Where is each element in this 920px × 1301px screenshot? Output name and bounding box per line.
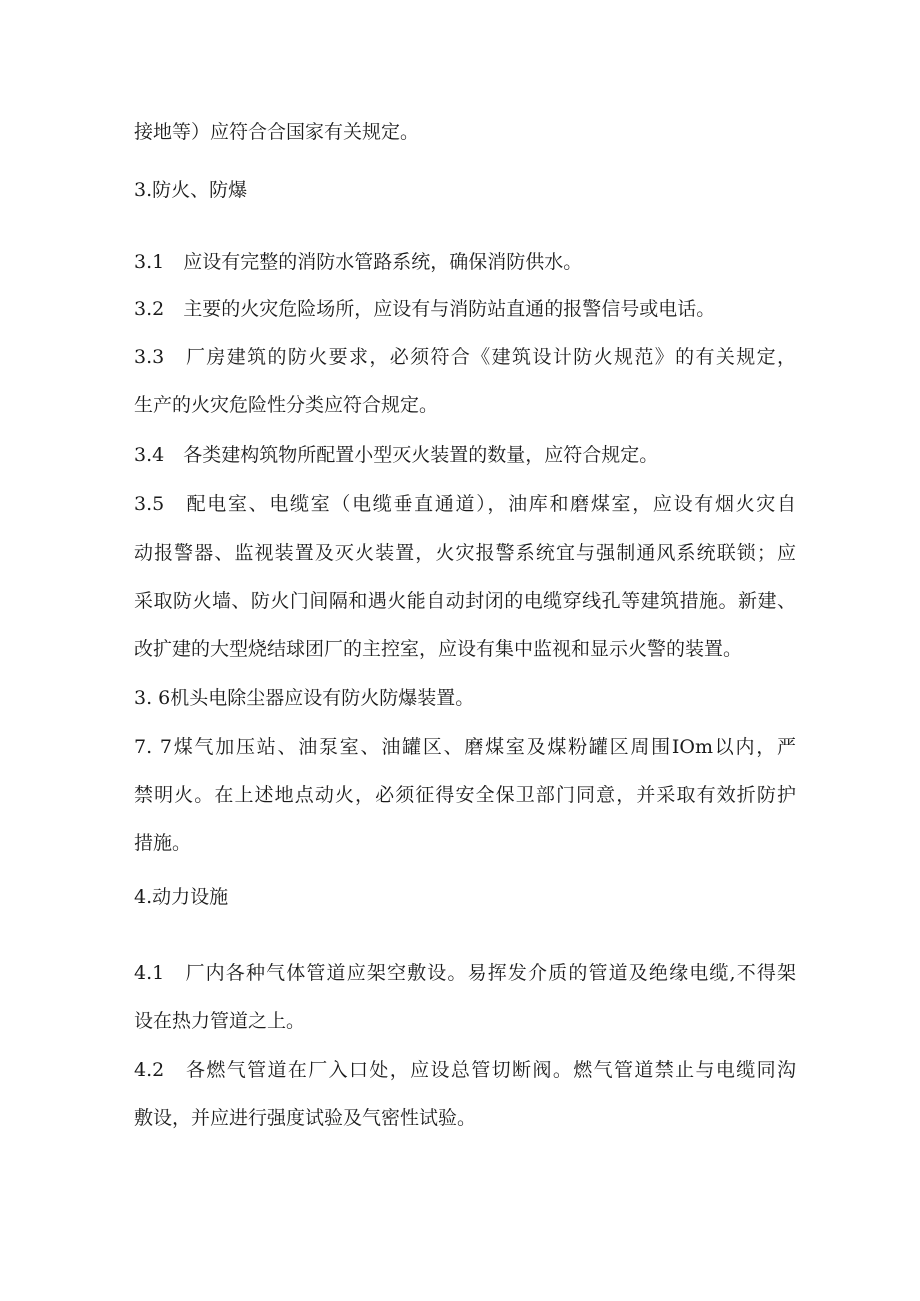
item-3-5-line-1: 3.5 配电室、电缆室（电缆垂直通道），油库和磨煤室，应设有烟火灾自	[134, 493, 796, 515]
item-3-7-line-2: 禁明火。在上述地点动火，必须征得安全保卫部门同意，并采取有效折防护	[134, 784, 796, 806]
item-3-5-line-4: 改扩建的大型烧结球团厂的主控室，应设有集中监视和显示火警的装置。	[134, 638, 743, 660]
section-3-heading: 3.防火、防爆	[134, 179, 248, 201]
item-3-5-line-3: 采取防火墙、防火门间隔和遇火能自动封闭的电缆穿线孔等建筑措施。新建、	[134, 590, 796, 612]
item-3-3-line-1: 3.3 厂房建筑的防火要求，必须符合《建筑设计防火规范》的有关规定，	[134, 346, 796, 368]
item-3-5-line-2: 动报警器、监视装置及灭火装置，火灾报警系统宜与强制通风系统联锁；应	[134, 542, 796, 564]
item-4-2-line-1: 4.2 各燃气管道在厂入口处，应设总管切断阀。燃气管道禁止与电缆同沟	[134, 1059, 796, 1081]
item-4-1-line-2: 设在热力管道之上。	[134, 1010, 306, 1032]
item-3-7-line-1: 7. 7煤气加压站、油泵室、油罐区、磨煤室及煤粉罐区周围IOm以内，严	[134, 736, 796, 758]
item-3-7-line-3: 措施。	[134, 832, 192, 854]
intro-tail-line-1: 接地等）应符合合国家有关规定。	[134, 121, 420, 143]
item-4-2-line-2: 敷设，并应进行强度试验及气密性试验。	[134, 1107, 477, 1129]
section-4-heading: 4.动力设施	[134, 886, 229, 908]
item-4-1-line-1: 4.1 厂内各种气体管道应架空敷设。易挥发介质的管道及绝缘电缆,不得架	[134, 962, 796, 984]
item-3-1-line-1: 3.1 应设有完整的消防水管路系统，确保消防供水。	[134, 251, 583, 273]
item-3-3-line-2: 生产的火灾危险性分类应符合规定。	[134, 394, 439, 416]
item-3-2-line-1: 3.2 主要的火灾危险场所，应设有与消防站直通的报警信号或电话。	[134, 298, 716, 320]
item-3-6-line-1: 3. 6机头电除尘器应设有防火防爆装置。	[134, 687, 475, 709]
item-3-4-line-1: 3.4 各类建构筑物所配置小型灭火装置的数量，应符合规定。	[134, 444, 659, 466]
